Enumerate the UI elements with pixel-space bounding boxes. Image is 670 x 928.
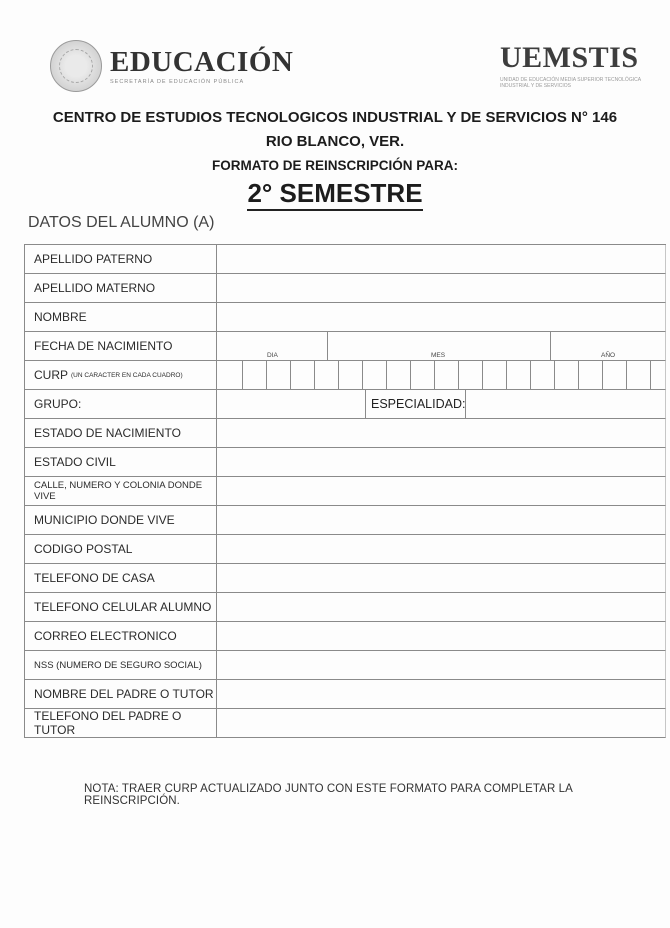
- curp-char-box[interactable]: [602, 361, 626, 389]
- correo-field[interactable]: [217, 622, 665, 650]
- semester-text: 2° SEMESTRE: [247, 178, 422, 211]
- grupo-especialidad-field: [217, 390, 665, 418]
- label-nombre: NOMBRE: [25, 303, 217, 331]
- format-title: FORMATO DE REINSCRIPCIÓN PARA:: [211, 158, 458, 173]
- curp-char-box[interactable]: [242, 361, 266, 389]
- row-codigo-postal: [25, 535, 666, 564]
- mexico-seal-icon: [50, 40, 102, 92]
- label-correo: CORREO ELECTRONICO: [25, 622, 217, 650]
- label-nombre-tutor: NOMBRE DEL PADRE O TUTOR: [25, 680, 217, 708]
- grupo-divider: [365, 390, 366, 418]
- note-text: NOTA: TRAER CURP ACTUALIZADO JUNTO CON ESTE FORMATO PARA COMPLETAR LA REINSCRIPCIÓN.: [84, 783, 573, 807]
- curp-char-box[interactable]: [650, 361, 670, 389]
- row-correo: [25, 622, 666, 651]
- label-grupo: GRUPO:: [25, 390, 217, 418]
- label-curp: [25, 361, 217, 389]
- nombre-tutor-field[interactable]: [217, 680, 665, 708]
- uemstis-logo-subtitle: UNIDAD DE EDUCACIÓN MEDIA SUPERIOR TECNOLÓGICA INDUSTRIAL Y DE SERVICIOS: [500, 77, 641, 89]
- telefono-tutor-field[interactable]: [217, 709, 665, 737]
- telefono-casa-field[interactable]: [217, 564, 665, 592]
- row-municipio: [25, 506, 666, 535]
- curp-char-box[interactable]: [362, 361, 386, 389]
- school-title: CENTRO DE ESTUDIOS TECNOLOGICOS INDUSTRIAL Y DE SERVICIOS N° 146: [52, 109, 618, 126]
- curp-char-box[interactable]: [578, 361, 602, 389]
- curp-char-box[interactable]: [386, 361, 410, 389]
- row-curp: [25, 361, 666, 390]
- curp-hint: (UN CARACTER EN CADA CUADRO): [71, 371, 183, 379]
- location-title: RIO BLANCO, VER.: [265, 133, 405, 150]
- row-domicilio: [25, 477, 666, 506]
- uemstis-logo: [500, 42, 650, 89]
- row-nombre-tutor: [25, 680, 666, 709]
- estado-nacimiento-field[interactable]: [217, 419, 665, 447]
- curp-char-box[interactable]: [530, 361, 554, 389]
- curp-char-box[interactable]: [434, 361, 458, 389]
- label-telefono-casa: TELEFONO DE CASA: [25, 564, 217, 592]
- curp-char-box[interactable]: [506, 361, 530, 389]
- student-data-table: [24, 244, 666, 738]
- curp-char-box[interactable]: [554, 361, 578, 389]
- curp-field: [217, 361, 665, 389]
- curp-grid: [242, 361, 670, 389]
- apellido-materno-field[interactable]: [217, 274, 665, 302]
- label-nss: NSS (NUMERO DE SEGURO SOCIAL): [25, 651, 217, 679]
- row-apellido-materno: [25, 274, 666, 303]
- label-especialidad: ESPECIALIDAD:: [371, 397, 466, 411]
- curp-char-box[interactable]: [290, 361, 314, 389]
- curp-char-box[interactable]: [410, 361, 434, 389]
- label-estado-civil: ESTADO CIVIL: [25, 448, 217, 476]
- grupo-field[interactable]: [217, 390, 365, 418]
- educacion-logo-subtitle: SECRETARÍA DE EDUCACIÓN PÚBLICA: [110, 79, 245, 85]
- row-estado-nacimiento: [25, 419, 666, 448]
- codigo-postal-field[interactable]: [217, 535, 665, 563]
- section-label: DATOS DEL ALUMNO (A): [28, 214, 215, 231]
- curp-char-box[interactable]: [314, 361, 338, 389]
- dia-label: DIA: [267, 352, 278, 359]
- row-fecha-nacimiento: [25, 332, 666, 361]
- curp-label-text: CURP: [34, 368, 69, 382]
- row-apellido-paterno: [25, 245, 666, 274]
- label-fecha-nacimiento: FECHA DE NACIMIENTO: [25, 332, 217, 360]
- row-telefono-celular: [25, 593, 666, 622]
- row-estado-civil: [25, 448, 666, 477]
- semester-title: [0, 178, 670, 209]
- label-estado-nacimiento: ESTADO DE NACIMIENTO: [25, 419, 217, 447]
- label-apellido-paterno: APELLIDO PATERNO: [25, 245, 217, 273]
- label-telefono-celular: TELEFONO CELULAR ALUMNO: [25, 593, 217, 621]
- anio-label: AÑO: [601, 352, 616, 359]
- educacion-logo: [50, 40, 293, 92]
- curp-char-box[interactable]: [338, 361, 362, 389]
- educacion-logo-title: EDUCACIÓN: [110, 46, 294, 78]
- nombre-field[interactable]: [217, 303, 665, 331]
- row-telefono-tutor: [25, 709, 666, 738]
- label-municipio: MUNICIPIO DONDE VIVE: [25, 506, 217, 534]
- mes-label: MES: [431, 352, 446, 359]
- label-codigo-postal: CODIGO POSTAL: [25, 535, 217, 563]
- estado-civil-field[interactable]: [217, 448, 665, 476]
- curp-char-box[interactable]: [482, 361, 506, 389]
- label-telefono-tutor: TELEFONO DEL PADRE O TUTOR: [25, 709, 217, 737]
- fecha-nacimiento-field: [217, 332, 665, 360]
- row-nombre: [25, 303, 666, 332]
- nss-field[interactable]: [217, 651, 665, 679]
- row-nss: [25, 651, 666, 680]
- label-domicilio: CALLE, NUMERO Y COLONIA DONDE VIVE: [25, 477, 217, 505]
- label-apellido-materno: APELLIDO MATERNO: [25, 274, 217, 302]
- apellido-paterno-field[interactable]: [217, 245, 665, 273]
- curp-char-box[interactable]: [266, 361, 290, 389]
- curp-char-box[interactable]: [626, 361, 650, 389]
- curp-char-box[interactable]: [458, 361, 482, 389]
- domicilio-field[interactable]: [217, 477, 665, 505]
- municipio-field[interactable]: [217, 506, 665, 534]
- row-grupo: [25, 390, 666, 419]
- especialidad-field[interactable]: [466, 390, 665, 418]
- telefono-celular-field[interactable]: [217, 593, 665, 621]
- uemstis-logo-title: UEMSTIS: [500, 41, 639, 74]
- row-telefono-casa: [25, 564, 666, 593]
